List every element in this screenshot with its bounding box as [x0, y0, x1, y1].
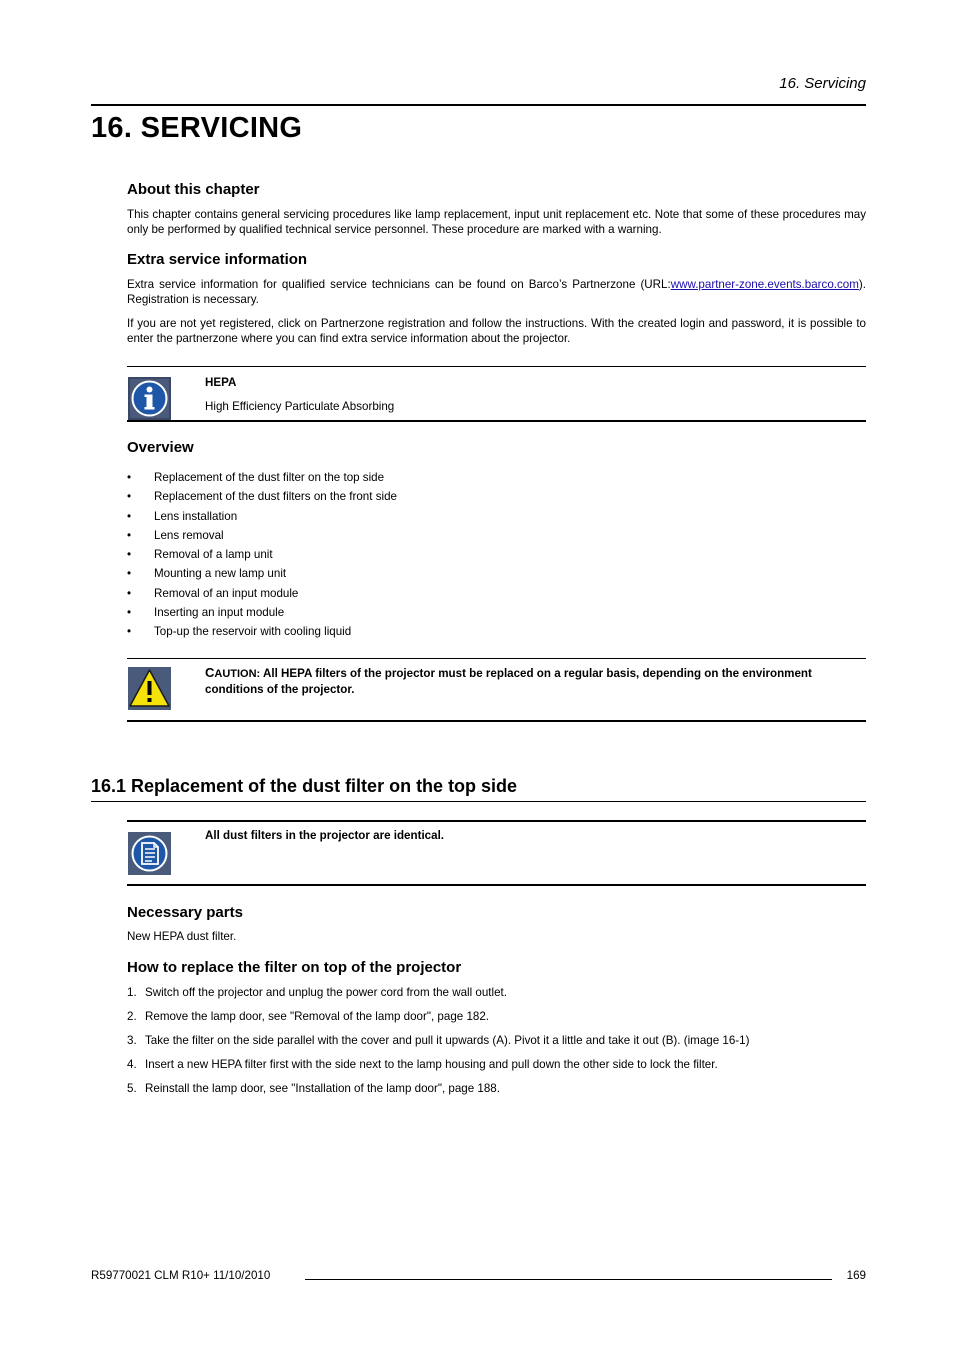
step-item — [127, 1081, 866, 1105]
about-heading: About this chapter — [127, 181, 260, 198]
chapter-title: 16. SERVICING — [91, 112, 303, 144]
warning-icon — [128, 667, 171, 710]
info-term: HEPA — [205, 376, 237, 389]
list-item: • Lens installation — [127, 509, 866, 528]
list-item: • Mounting a new lamp unit — [127, 566, 866, 585]
extra-text2: If you are not yet registered, click on Partnerzone registration and follow the instructions. With the created login and password, it is possible to enter the partnerzone where you can find extra service information about the projector. — [127, 317, 866, 345]
howto-heading: How to replace the filter on top of the projector — [127, 959, 462, 976]
howto-steps — [127, 985, 866, 1105]
note-box-bottom-rule — [127, 884, 866, 886]
step-number: 4. — [127, 1058, 137, 1071]
info-definition: High Efficiency Particulate Absorbing — [205, 400, 395, 413]
note-icon — [128, 832, 171, 875]
caution-body: All HEPA filters of the projector must be replaced on a regular basis, depending on the environment conditions of the projector. — [205, 667, 812, 696]
step-text: Reinstall the lamp door, see "Installation of the lamp door", page 188. — [145, 1082, 500, 1095]
footer-rule — [305, 1279, 832, 1280]
page-number: 169 — [846, 1269, 866, 1282]
section-rule — [91, 801, 866, 802]
step-item — [127, 1033, 866, 1057]
list-item: • Removal of a lamp unit — [127, 547, 866, 566]
caution-label-cap: C — [205, 665, 215, 680]
overview-heading: Overview — [127, 439, 194, 456]
list-item: • Top-up the reservoir with cooling liquid — [127, 624, 866, 643]
info-icon — [128, 377, 171, 420]
info-box-bottom-rule — [127, 420, 866, 422]
caution-box — [127, 658, 866, 722]
caution-box-bottom-rule — [127, 720, 866, 722]
list-item: • Inserting an input module — [127, 605, 866, 624]
note-box-top-rule — [127, 820, 866, 822]
about-text: This chapter contains general servicing procedures like lamp replacement, input unit replacement etc. Note that some of these procedures may only be performed by qualified technical service personnel. These procedure are marked with a warning. — [127, 208, 866, 236]
caution-label-rest: AUTION: — [214, 668, 261, 680]
caution-text — [205, 665, 866, 697]
step-number: 2. — [127, 1010, 137, 1023]
extra-heading: Extra service information — [127, 251, 308, 268]
overview-list — [127, 470, 866, 644]
step-item — [127, 985, 866, 1009]
section-title: 16.1 Replacement of the dust filter on the top side — [91, 776, 518, 796]
extra-text — [127, 277, 866, 307]
step-item — [127, 1009, 866, 1033]
partnerzone-link[interactable]: www.partner-zone.events.barco.com — [670, 278, 859, 291]
step-text: Remove the lamp door, see "Removal of the lamp door", page 182. — [145, 1010, 490, 1023]
extra-text-after: ). Registration is necessary. — [127, 278, 866, 306]
note-box — [127, 820, 866, 886]
step-item — [127, 1057, 866, 1081]
running-head: 16. Servicing — [779, 75, 866, 92]
parts-heading: Necessary parts — [127, 904, 243, 921]
step-text: Insert a new HEPA filter first with the side next to the lamp housing and pull down the other side to lock the filter. — [145, 1058, 718, 1071]
step-text: Take the filter on the side parallel with the cover and pull it upwards (A). Pivot it a little and take it out (B). (image 16-1) — [145, 1034, 750, 1047]
header-rule — [91, 104, 866, 106]
step-number: 5. — [127, 1082, 137, 1095]
info-box — [127, 366, 866, 422]
step-number: 1. — [127, 986, 137, 999]
list-item: • Removal of an input module — [127, 586, 866, 605]
footer-doc-info: R59770021 CLM R10+ 11/10/2010 — [91, 1269, 271, 1282]
list-item: • Lens removal — [127, 528, 866, 547]
list-item: • Replacement of the dust filter on the top side — [127, 470, 866, 489]
step-text: Switch off the projector and unplug the power cord from the wall outlet. — [145, 986, 507, 999]
list-item: • Replacement of the dust filters on the front side — [127, 489, 866, 508]
step-number: 3. — [127, 1034, 137, 1047]
extra-text-before: Extra service information for qualified service technicians can be found on Barco’s Partnerzone (URL: — [127, 278, 671, 291]
parts-text: New HEPA dust filter. — [127, 930, 237, 943]
info-box-top-rule — [127, 366, 866, 367]
note-text: All dust filters in the projector are identical. — [205, 829, 445, 842]
caution-box-top-rule — [127, 658, 866, 659]
